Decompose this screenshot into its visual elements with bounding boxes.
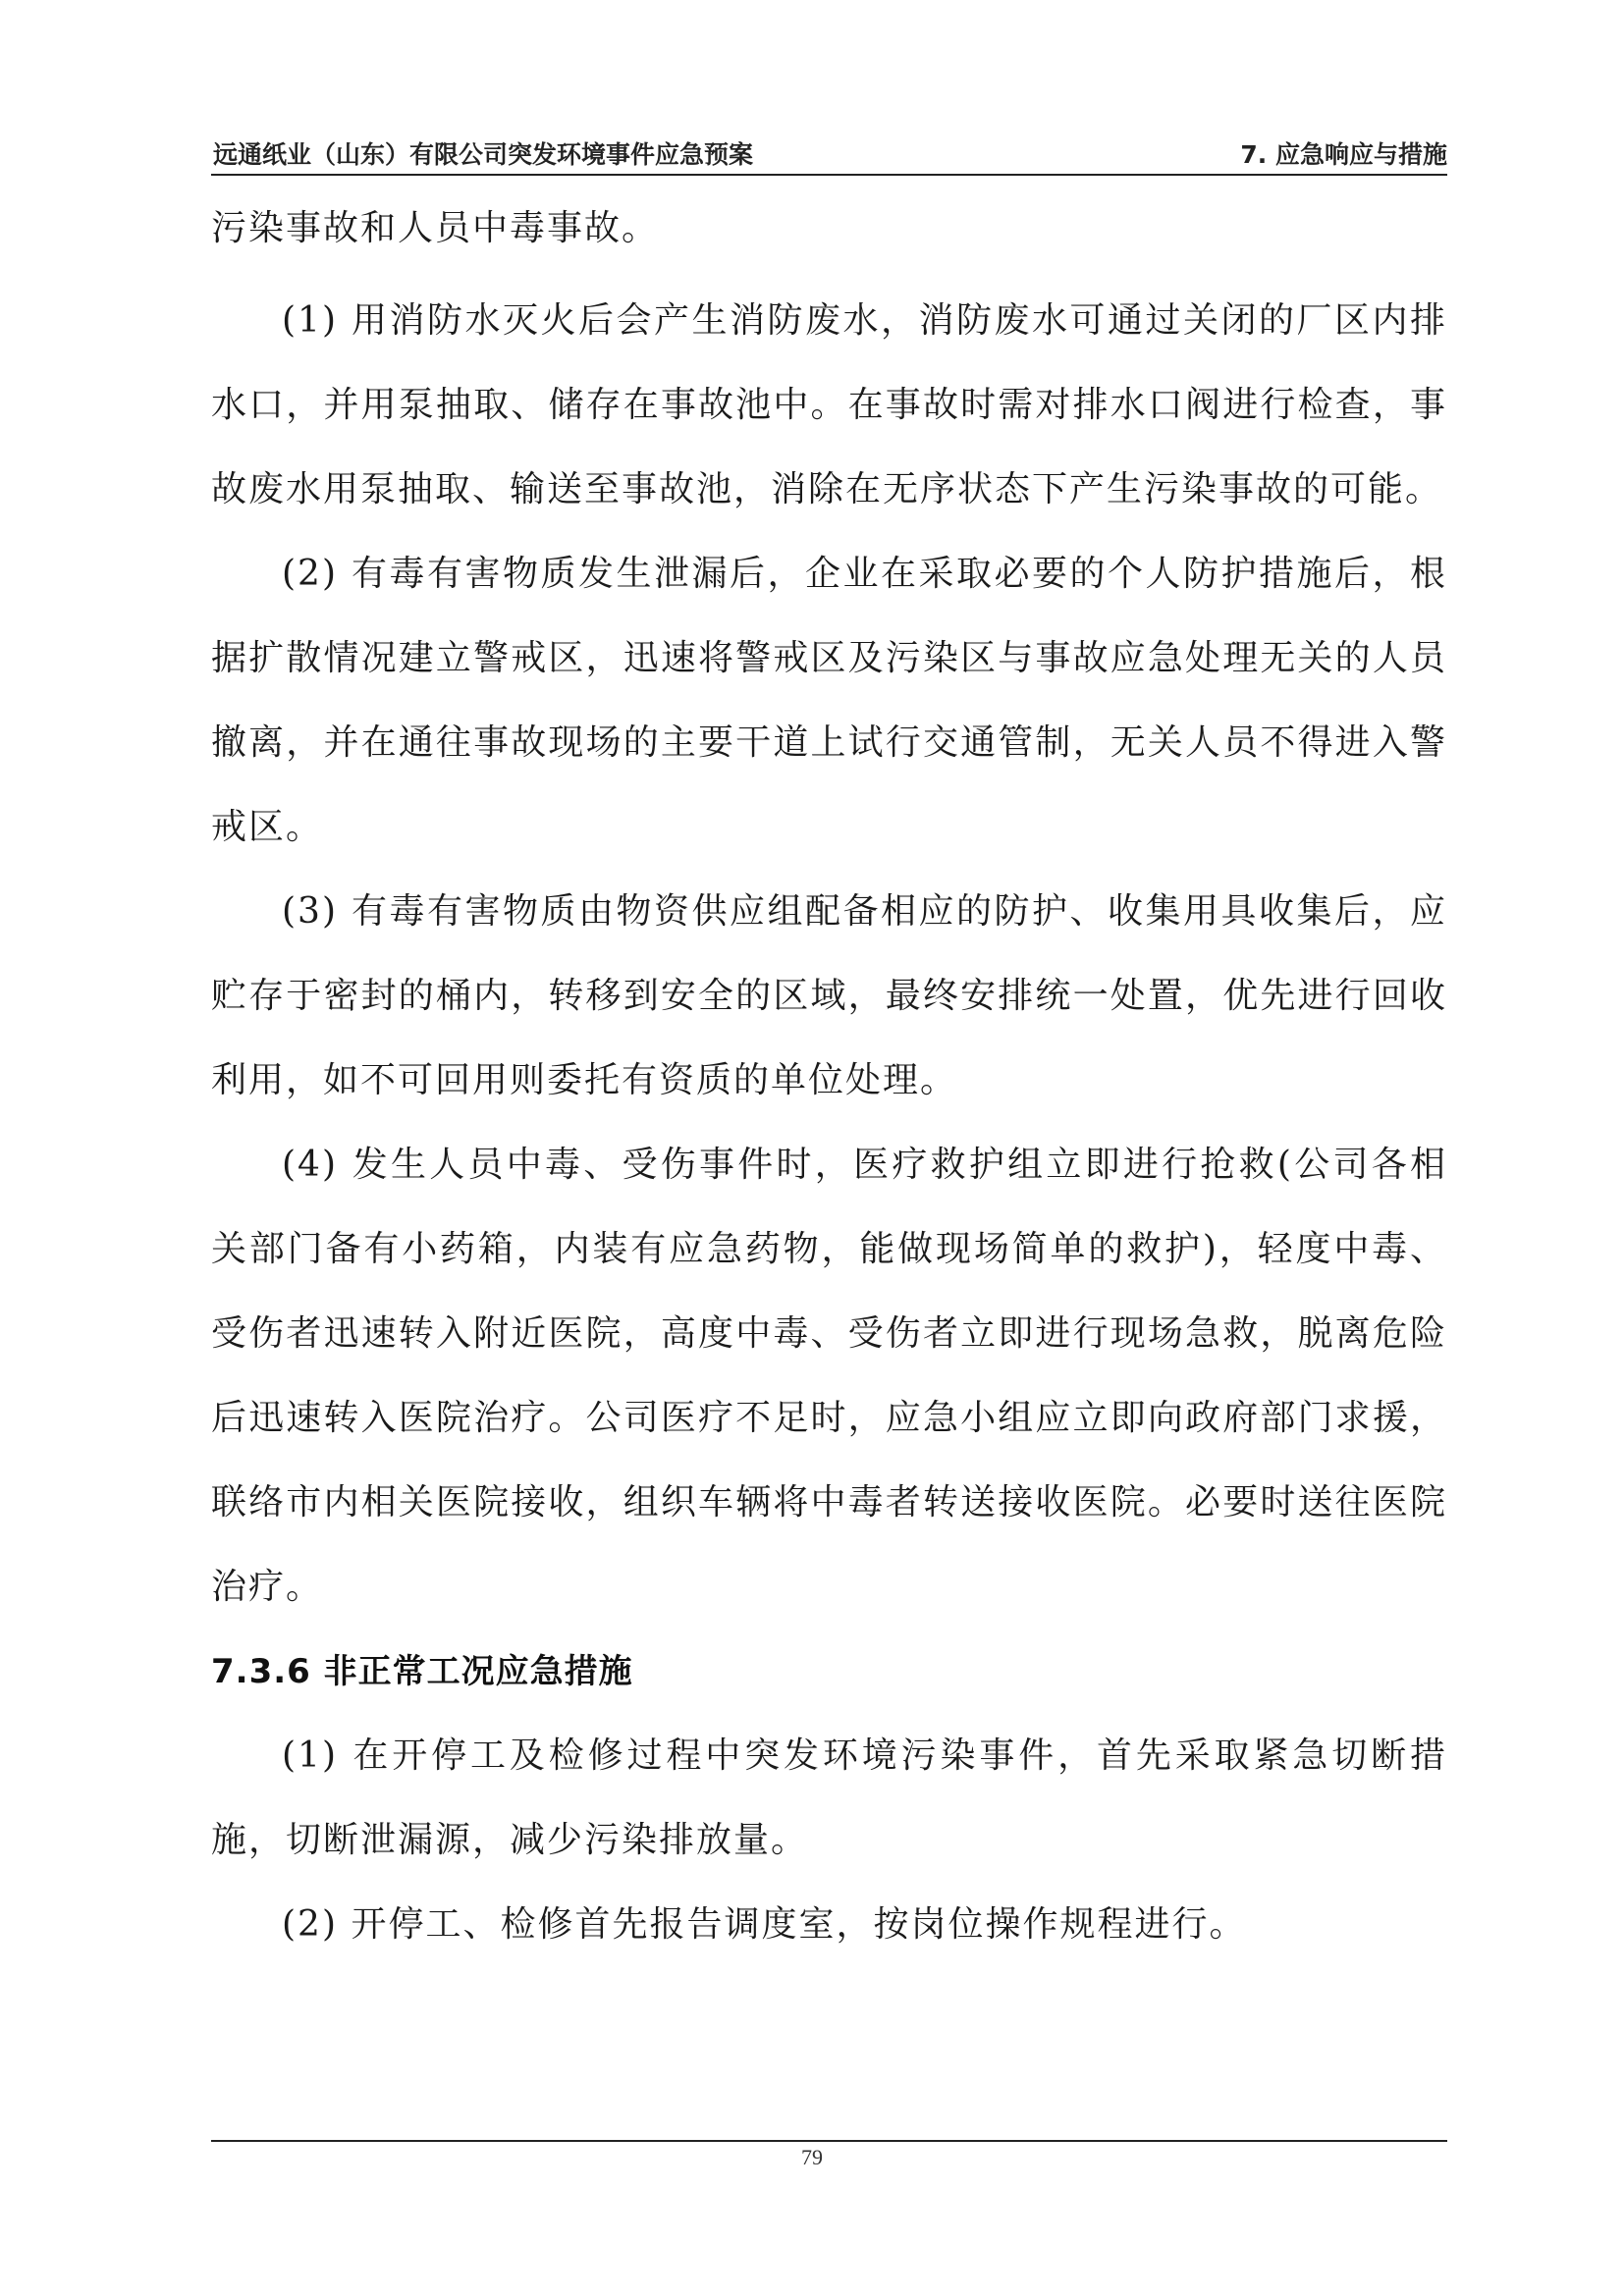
- page-body: [211, 196, 1447, 1967]
- section-heading: 7.3.6 非正常工况应急措施: [211, 1652, 633, 1691]
- header-rule: [211, 174, 1447, 176]
- page-header: [211, 137, 1447, 175]
- paragraph-1: (1) 用消防水灭火后会产生消防废水，消防废水可通过关闭的厂区内排水口，并用泵抽取、储存在事故池中。在事故时需对排水口阀进行检查，事故废水用泵抽取、输送至事故池，消除在无序状态下产生污染事故的可能。: [211, 300, 1447, 509]
- continuation-paragraph: 污染事故和人员中毒事故。: [211, 208, 660, 248]
- document-title: 远通纸业（山东）有限公司突发环境事件应急预案: [213, 140, 754, 169]
- paragraph-2: (2) 有毒有害物质发生泄漏后，企业在采取必要的个人防护措施后，根据扩散情况建立警戒区，迅速将警戒区及污染区与事故应急处理无关的人员撤离，并在通往事故现场的主要干道上试行交通管制，无关人员不得进入警戒区。: [211, 554, 1447, 847]
- paragraph-3: (3) 有毒有害物质由物资供应组配备相应的防护、收集用具收集后，应贮存于密封的桶内，转移到安全的区域，最终安排统一处置，优先进行回收利用，如不可回用则委托有资质的单位处理。: [211, 891, 1447, 1100]
- chapter-title: 7. 应急响应与措施: [1240, 140, 1447, 169]
- section-paragraph-2: (2) 开停工、检修首先报告调度室，按岗位操作规程进行。: [282, 1904, 1247, 1945]
- page-number: 79: [801, 2145, 823, 2169]
- section-paragraph-1: (1) 在开停工及检修过程中突发环境污染事件，首先采取紧急切断措施，切断泄漏源，减少污染排放量。: [211, 1735, 1447, 1860]
- footer-rule: [211, 2140, 1447, 2142]
- paragraph-4: (4) 发生人员中毒、受伤事件时，医疗救护组立即进行抢救(公司各相关部门备有小药箱，内装有应急药物，能做现场简单的救护)，轻度中毒、受伤者迅速转入附近医院，高度中毒、受伤者立即进行现场急救，脱离危险后迅速转入医院治疗。公司医疗不足时，应急小组应立即向政府部门求援，联络市内相关医院接收，组织车辆将中毒者转送接收医院。必要时送往医院治疗。: [211, 1145, 1447, 1607]
